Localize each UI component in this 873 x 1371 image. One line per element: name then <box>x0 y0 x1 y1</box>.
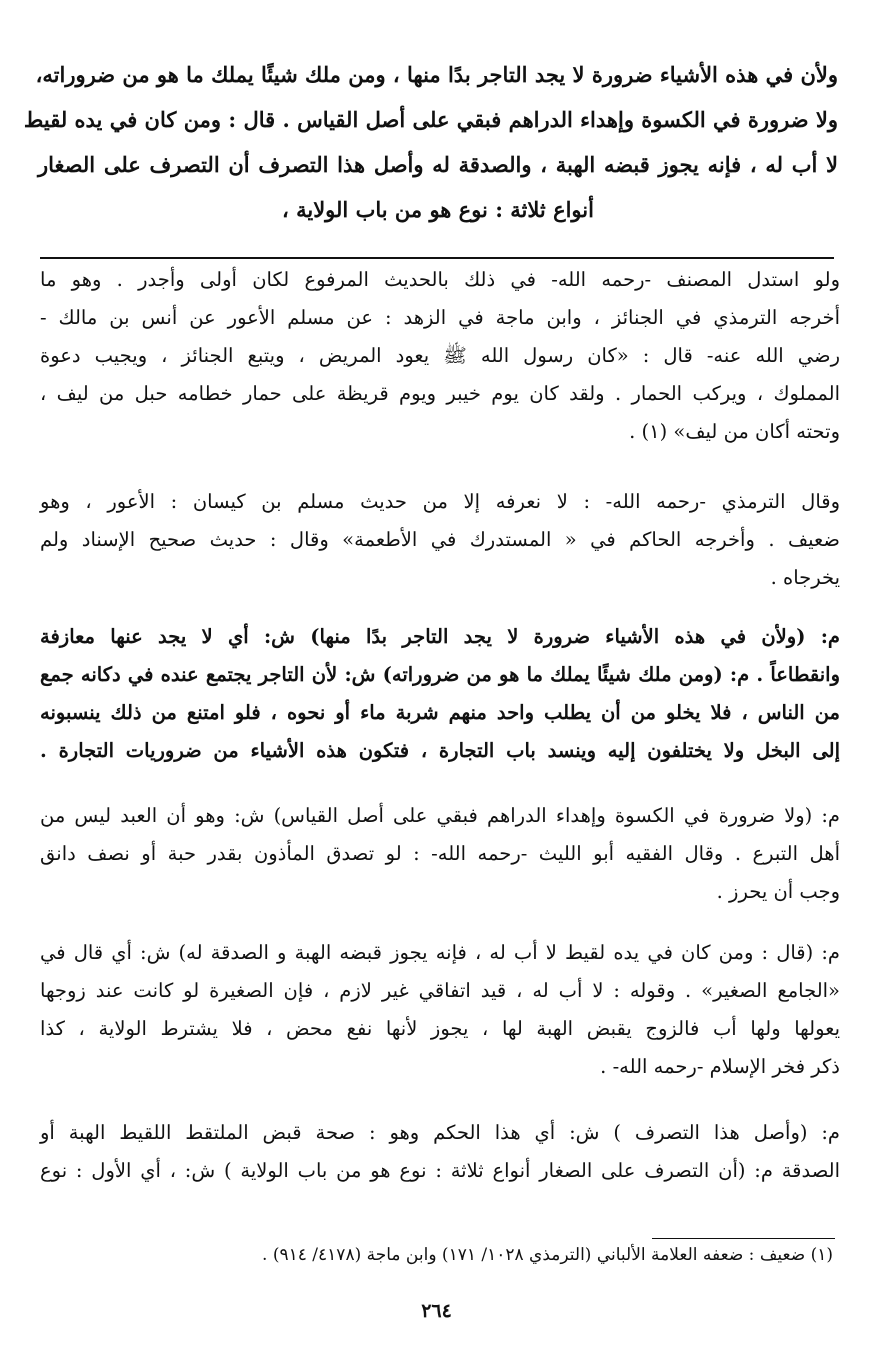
paragraph-line: ذكر فخر الإسلام -رحمه الله- . <box>600 1055 840 1078</box>
paragraph-line: الصدقة م: (أن التصرف على الصغار أنواع ثلاثة : نوع هو من باب الولاية ) ش: ، أي الأول : نوع <box>40 1159 840 1182</box>
commentary-paragraph <box>40 483 840 597</box>
paragraph-line: رضي الله عنه- قال : «كان رسول الله ﷺ يعود المريض ، ويتبع الجنائز ، ويجيب دعوة <box>40 344 840 367</box>
footnote: (١) ضعيف : ضعفه العلامة الألباني (الترمذي ١٠٢٨/ ١٧١) وابن ماجة (٤١٧٨/ ٩١٤) . <box>262 1245 833 1265</box>
main-line: ولأن في هذه الأشياء ضرورة لا يجد التاجر بدًا منها ، ومن ملك شيئًا يملك ما هو من ضروراته، <box>35 62 838 87</box>
main-line: ولا ضرورة في الكسوة وإهداء الدراهم فبقي على أصل القياس . قال : ومن كان في يده لقيط <box>23 107 838 132</box>
paragraph-line: وانقطاعاً . م: (ومن ملك شيئًا يملك ما هو من ضروراته) ش: لأن التاجر يجتمع عنده في دكانه جمع <box>40 663 840 686</box>
page-number: ٢٦٤ <box>421 1300 452 1322</box>
main-line: أنواع ثلاثة : نوع هو من باب الولاية ، <box>282 197 594 222</box>
paragraph-line: ولو استدل المصنف -رحمه الله- في ذلك بالحديث المرفوع لكان أولى وأجدر . وهو ما <box>40 268 840 291</box>
main-text <box>23 52 838 232</box>
paragraph-line: يخرجاه . <box>770 566 840 589</box>
paragraph-line: «الجامع الصغير» . وقوله : لا أب له ، قيد اتفاقي غير لازم ، فإن الصغيرة لو كانت عند زوجها <box>40 979 840 1002</box>
paragraph-line: أهل التبرع . وقال الفقيه أبو الليث -رحمه الله- : لو تصدق المأذون بقدر حبة أو نصف دانق <box>40 842 840 865</box>
section-divider <box>40 257 834 259</box>
paragraph-line: إلى البخل ولا يختلفون إليه وينسد باب التجارة ، فتكون هذه الأشياء من ضروريات التجارة . <box>40 739 840 762</box>
main-line: لا أب له ، فإنه يجوز قبضه الهبة ، والصدقة له وأصل هذا التصرف أن التصرف على الصغار <box>38 152 838 177</box>
paragraph-line: م: (قال : ومن كان في يده لقيط لا أب له ، فإنه يجوز قبضه الهبة و الصدقة له) ش: أي قال في <box>40 941 840 964</box>
paragraph-line: وجب أن يحرز . <box>716 880 840 903</box>
footnote-divider <box>652 1238 835 1239</box>
paragraph-line: يعولها ولها أب فالزوج يقبض الهبة لها ، يجوز لأنها نفع محض ، فلا يشترط الولاية ، كذا <box>40 1017 840 1040</box>
commentary-paragraph <box>40 934 840 1086</box>
paragraph-line: م: (ولا ضرورة في الكسوة وإهداء الدراهم فبقي على أصل القياس) ش: وهو أن العبد ليس من <box>40 804 840 827</box>
commentary-paragraph <box>40 1114 840 1190</box>
paragraph-line: م: (ولأن في هذه الأشياء ضرورة لا يجد التاجر بدًا منها) ش: أي لا يجد عنها معازفة <box>40 625 840 648</box>
paragraph-line: وتحته أكان من ليف» (١) . <box>629 420 840 443</box>
paragraph-line: م: (وأصل هذا التصرف ) ش: أي هذا الحكم وهو : صحة قبض الملتقط اللقيط الهبة أو <box>40 1121 840 1144</box>
commentary-paragraph <box>40 261 840 451</box>
paragraph-line: من الناس ، فلا يخلو من أن يطلب واحد منهم شربة ماء أو نحوه ، فلو امتنع من ذلك ينسبونه <box>40 701 840 724</box>
paragraph-line: أخرجه الترمذي في الجنائز ، وابن ماجة في الزهد : عن مسلم الأعور عن أنس بن مالك - <box>40 306 840 329</box>
commentary-paragraph <box>40 618 840 770</box>
paragraph-line: ضعيف . وأخرجه الحاكم في « المستدرك في الأطعمة» وقال : حديث صحيح الإسناد ولم <box>40 528 840 551</box>
commentary-paragraph <box>40 797 840 911</box>
paragraph-line: وقال الترمذي -رحمه الله- : لا نعرفه إلا من حديث مسلم بن كيسان : الأعور ، وهو <box>40 490 840 513</box>
paragraph-line: المملوك ، ويركب الحمار . ولقد كان يوم خيبر ويوم قريظة على حمار خطامه حبل من ليف ، <box>40 382 840 405</box>
